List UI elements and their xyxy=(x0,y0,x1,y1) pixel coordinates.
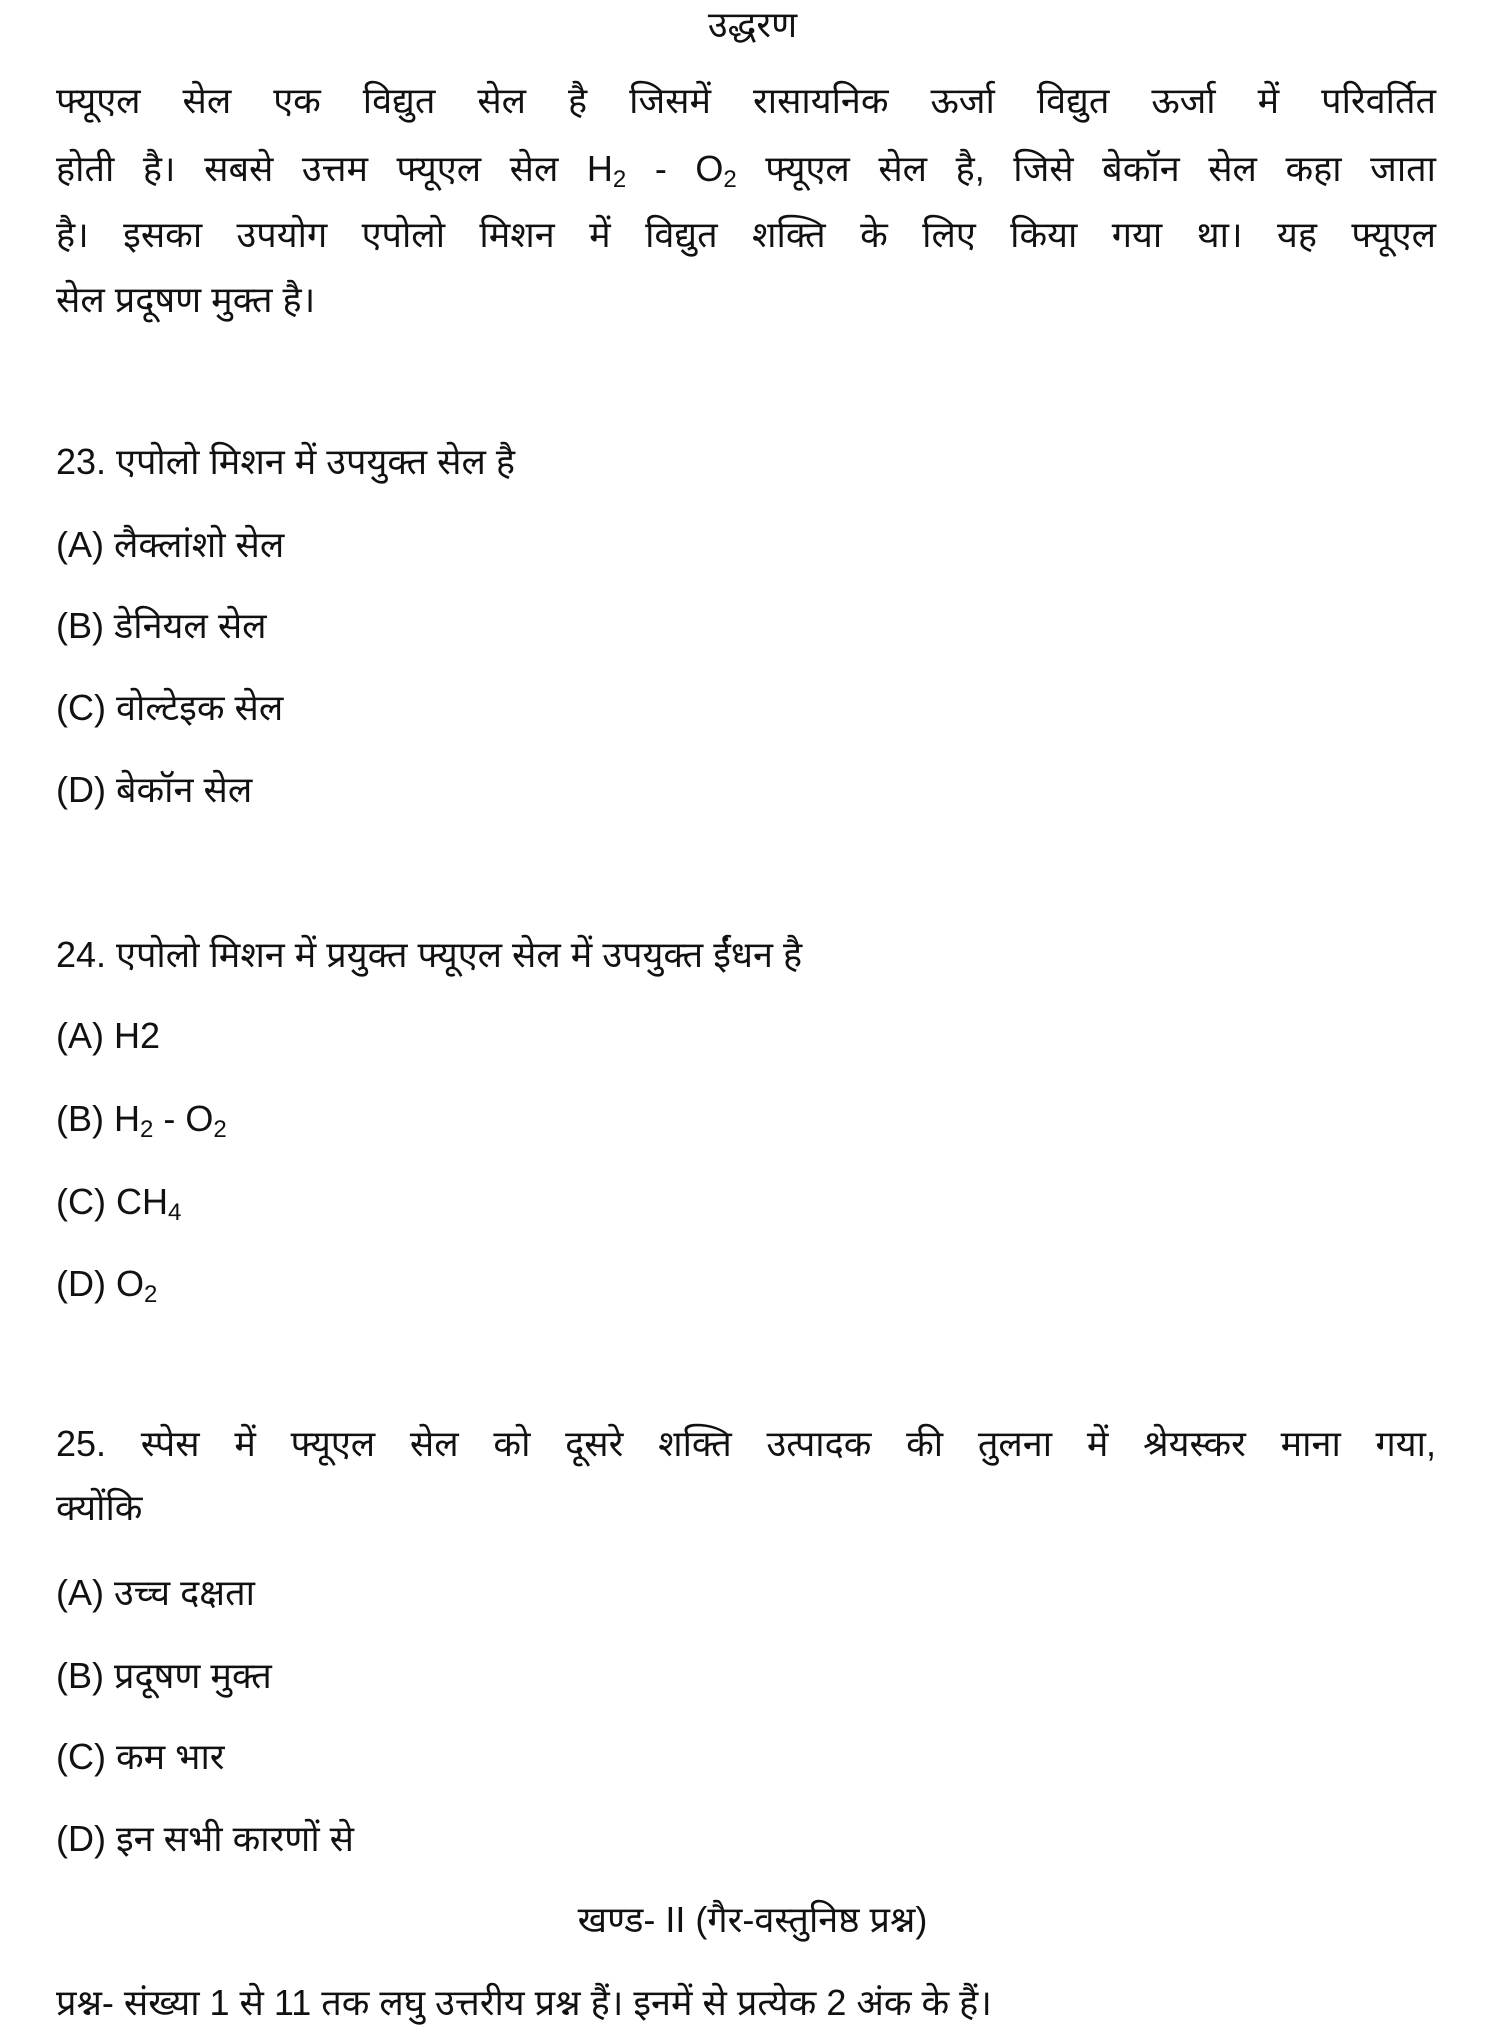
option-b xyxy=(56,1094,227,1144)
passage-line: सेल प्रदूषण मुक्त है। xyxy=(56,279,316,320)
text: होती है। सबसे उत्तम फ्यूएल सेल H xyxy=(56,148,613,189)
option-a: (A) H2 xyxy=(56,1015,161,1056)
option-a: (A) लैक्लांशो सेल xyxy=(56,524,285,565)
option-c xyxy=(56,1177,181,1227)
text: (C) CH xyxy=(56,1181,168,1222)
text: (B) H xyxy=(56,1098,140,1139)
option-b: (B) प्रदूषण मुक्त xyxy=(56,1655,272,1696)
section-heading: खण्ड- II (गैर-वस्तुनिष्ठ प्रश्न) xyxy=(577,1899,928,1940)
option-c: (C) वोल्टेइक सेल xyxy=(56,687,284,728)
question-23: 23. एपोलो मिशन में उपयुक्त सेल है xyxy=(56,441,516,482)
passage-heading: उद्धरण xyxy=(707,4,798,45)
option-d: (D) बेकॉन सेल xyxy=(56,769,253,810)
text: (D) O xyxy=(56,1263,144,1304)
option-d xyxy=(56,1259,157,1309)
section-instruction: प्रश्न- संख्या 1 से 11 तक लघु उत्तरीय प्रश्न हैं। इनमें से प्रत्येक 2 अंक के हैं। xyxy=(56,1982,992,2023)
subscript: 2 xyxy=(723,166,737,193)
subscript: 2 xyxy=(213,1116,227,1143)
passage-line: फ्यूएल सेल एक विद्युत सेल है जिसमें रासायनिक ऊर्जा विद्युत ऊर्जा में परिवर्तित xyxy=(56,80,1436,121)
passage-line xyxy=(56,144,1436,194)
subscript: 2 xyxy=(140,1116,154,1143)
passage-line: है। इसका उपयोग एपोलो मिशन में विद्युत शक्ति के लिए किया गया था। यह फ्यूएल xyxy=(56,214,1436,255)
question-25: 25. स्पेस में फ्यूएल सेल को दूसरे शक्ति उत्पादक की तुलना में श्रेयस्कर माना गया, xyxy=(56,1423,1436,1464)
option-b: (B) डेनियल सेल xyxy=(56,605,267,646)
text: - O xyxy=(626,148,724,189)
text: फ्यूएल सेल है, जिसे बेकॉन सेल कहा जाता xyxy=(736,148,1436,189)
subscript: 4 xyxy=(167,1199,182,1226)
option-d: (D) इन सभी कारणों से xyxy=(56,1818,354,1859)
subscript: 2 xyxy=(612,166,627,193)
option-c: (C) कम भार xyxy=(56,1736,225,1777)
question-25-cont: क्योंकि xyxy=(56,1487,143,1528)
subscript: 2 xyxy=(143,1281,158,1308)
question-24: 24. एपोलो मिशन में प्रयुक्त फ्यूएल सेल में उपयुक्त ईंधन है xyxy=(56,934,803,975)
option-a: (A) उच्च दक्षता xyxy=(56,1572,255,1613)
text: - O xyxy=(153,1098,214,1139)
